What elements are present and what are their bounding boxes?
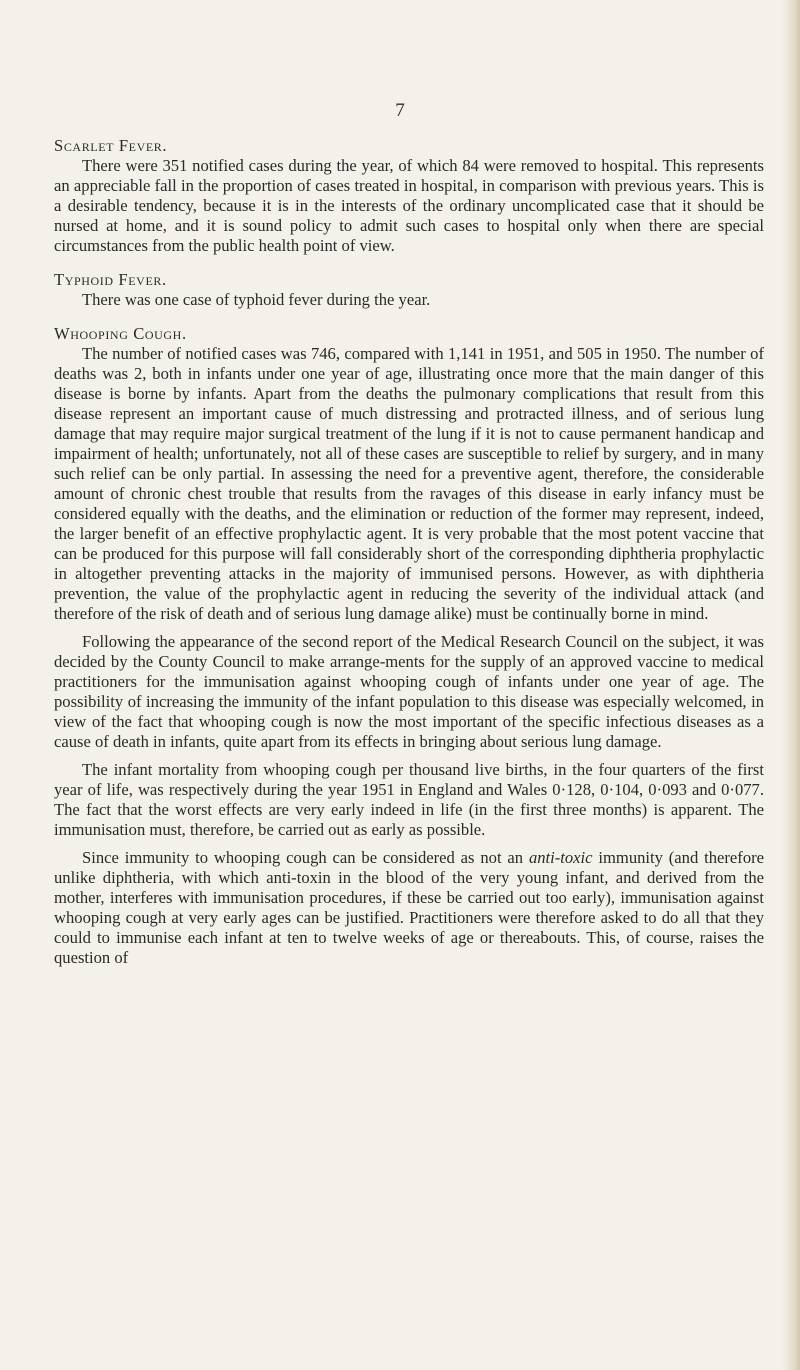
italic-term: anti-toxic (528, 848, 593, 867)
heading-scarlet-fever: Scarlet Fever. (54, 136, 168, 155)
paragraph-whooping-cough-3: The infant mortality from whooping cough per thousand live births, in the four quarters of the first year of life, was respectively during the year 1951 in England and Wales 0·128, 0·104, 0·093 and 0·077. The fact that the worst effects are very early indeed in life (in the first three months) is apparent. The immunisation must, therefore, be carried out as early as possible. (54, 760, 764, 839)
page-edge-shadow (782, 0, 800, 1370)
paragraph-whooping-cough-1: The number of notified cases was 746, compared with 1,141 in 1951, and 505 in 1950. The number of deaths was 2, both in infants under one year of age, illustrating once more that the main danger of this disease is borne by infants. Apart from the deaths the pulmonary complications that result from this disease represent an important cause of much distressing and protracted illness, and of serious lung damage that may require major surgical treatment of the lung if it is not to cause permanent handicap and impairment of health; unfortunately, not all of these cases are susceptible to relief by surgery, and in many such relief can be only partial. In assessing the need for a preventive agent, therefore, the considerable amount of chronic chest trouble that results from the ravages of this disease in early infancy must be considered equally with the deaths, and the elimination or reduction of the former may represent, indeed, the larger benefit of an effective prophylactic agent. It is very probable that the most potent vaccine that can be produced for this purpose will fall considerably short of the corresponding diphtheria prophylactic in altogether preventing attacks in the majority of immunised persons. However, as with diphtheria prevention, the value of the prophylactic agent in reducing the severity of the individual attack (and therefore of the risk of death and of serious lung damage alike) must be continually borne in mind. (54, 344, 764, 623)
page-content (54, 136, 764, 968)
paragraph-whooping-cough-2: Following the appearance of the second report of the Medical Research Council on the subject, it was decided by the County Council to make arrange-ments for the supply of an approved vaccine to medical practitioners for the immunisation against whooping cough of infants under one year of age. The possibility of increasing the immunity of the infant population to this disease was especially welcomed, in view of the fact that whooping cough is now the most important of the specific infectious diseases as a cause of death in infants, quite apart from its effects in bringing about serious lung damage. (54, 632, 764, 751)
paragraph-text-after-italic: immunity (and therefore unlike diphtheria, with which anti-toxin in the blood of the very young infant, and derived from the mother, interferes with immunisation procedures, if these be carried out too early), immunisation against whooping cough at very early ages can be justified. Practitioners were therefore asked to do all that they could to immunise each infant at ten to twelve weeks of age or thereabouts. This, of course, raises the question of (54, 848, 765, 967)
paragraph-whooping-cough-4 (54, 848, 764, 968)
paragraph-typhoid-fever: There was one case of typhoid fever during the year. (82, 290, 431, 309)
heading-typhoid-fever: Typhoid Fever. (54, 270, 167, 289)
section-gap (54, 310, 764, 324)
paragraph-gap (54, 840, 764, 848)
page-number: 7 (395, 100, 405, 121)
paragraph-text-before-italic: Since immunity to whooping cough can be considered as not an (82, 848, 529, 867)
paragraph-gap (54, 752, 764, 760)
paragraph-gap (54, 624, 764, 632)
paragraph-scarlet-fever: There were 351 notified cases during the year, of which 84 were removed to hospital. This represents an appreciable fall in the proportion of cases treated in hospital, in comparison with previous years. This is a desirable tendency, because it is in the interests of the ordinary uncomplicated case that it should be nursed at home, and it is sound policy to admit such cases to hospital only when there are special circumstances from the public health point of view. (54, 156, 764, 255)
section-gap (54, 256, 764, 270)
heading-whooping-cough: Whooping Cough. (54, 324, 187, 343)
